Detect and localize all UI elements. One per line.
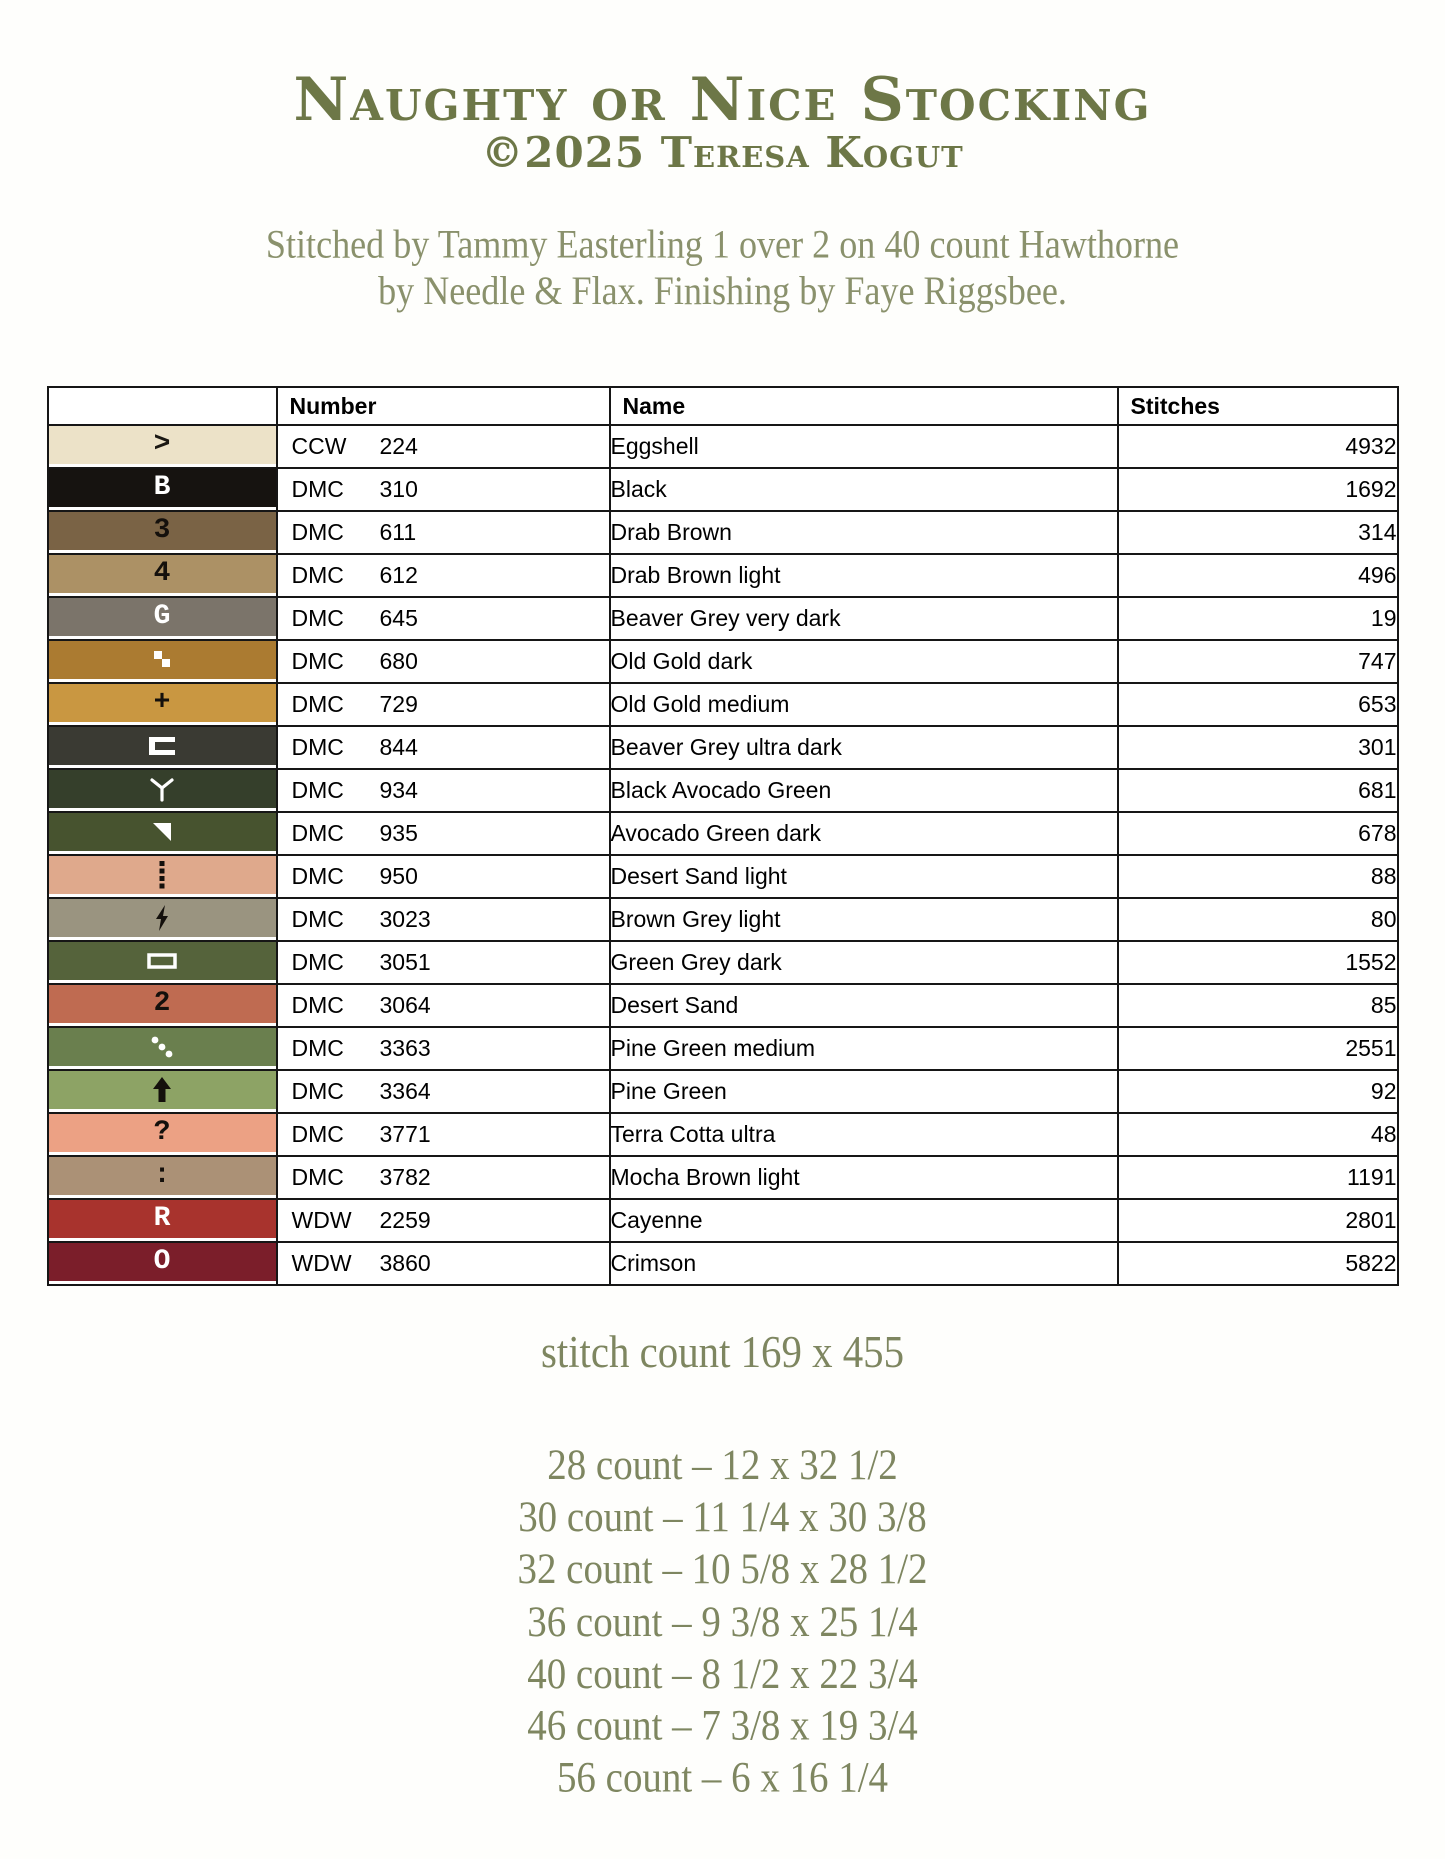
floss-number-cell <box>277 898 610 941</box>
floss-name-cell: Beaver Grey ultra dark <box>610 726 1118 769</box>
open-bracket-icon <box>146 734 178 758</box>
digit-4-icon: 4 <box>153 558 171 590</box>
floss-brand: DMC <box>291 1035 344 1062</box>
stitches-count-cell: 80 <box>1118 898 1398 941</box>
table-row <box>48 769 1398 812</box>
floss-brand: WDW <box>291 1250 352 1277</box>
floss-number-cell <box>277 683 610 726</box>
floss-name-cell: Crimson <box>610 1242 1118 1285</box>
table-row <box>48 554 1398 597</box>
floss-name-cell: Beaver Grey very dark <box>610 597 1118 640</box>
floss-number-cell <box>277 425 610 468</box>
color-swatch <box>49 1200 276 1238</box>
stitches-count-cell: 88 <box>1118 855 1398 898</box>
color-swatch-cell <box>48 640 277 683</box>
colon-icon: : <box>153 1160 171 1192</box>
color-swatch-cell <box>48 769 277 812</box>
subtitle-line-2: by Needle & Flax. Finishing by Faye Riggsbee. <box>378 269 1067 314</box>
floss-brand: CCW <box>291 433 347 460</box>
floss-brand: DMC <box>291 992 344 1019</box>
table-header-row <box>48 387 1398 425</box>
header-stitches-column: Stitches <box>1118 387 1398 425</box>
floss-number-cell <box>277 1113 610 1156</box>
fabric-count-line: 30 count – 11 1/4 x 30 3/8 <box>518 1492 927 1541</box>
floss-number: 3860 <box>379 1250 431 1277</box>
color-swatch-cell <box>48 468 277 511</box>
stitches-count-cell: 92 <box>1118 1070 1398 1113</box>
floss-brand: DMC <box>291 863 344 890</box>
floss-number-cell <box>277 640 610 683</box>
floss-brand: DMC <box>291 648 344 675</box>
floss-brand: DMC <box>291 562 344 589</box>
color-swatch-cell <box>48 941 277 984</box>
floss-number-cell <box>277 1070 610 1113</box>
color-swatch <box>49 1028 276 1066</box>
table-row <box>48 1070 1398 1113</box>
floss-number-cell <box>277 1242 610 1285</box>
floss-number: 934 <box>379 777 418 804</box>
fabric-count-line: 56 count – 6 x 16 1/4 <box>556 1752 889 1802</box>
fabric-counts-list <box>36 1439 1409 1804</box>
floss-name-cell: Old Gold dark <box>610 640 1118 683</box>
color-swatch-cell <box>48 1113 277 1156</box>
color-swatch-cell <box>48 425 277 468</box>
floss-number: 3051 <box>379 949 431 976</box>
floss-number-cell <box>277 984 610 1027</box>
color-swatch-cell <box>48 812 277 855</box>
stitches-count-cell: 2801 <box>1118 1199 1398 1242</box>
floss-brand: DMC <box>291 906 344 933</box>
rect-outline-icon <box>146 950 178 972</box>
color-swatch <box>49 555 276 593</box>
triangle-upper-right-icon <box>150 820 174 844</box>
floss-number: 950 <box>379 863 418 890</box>
stitches-count-cell: 4932 <box>1118 425 1398 468</box>
letter-g-icon: G <box>153 601 171 633</box>
table-row <box>48 984 1398 1027</box>
color-swatch <box>49 985 276 1023</box>
page-title: Naughty or Nice Stocking <box>293 65 1152 135</box>
color-swatch <box>49 1157 276 1195</box>
floss-number-cell <box>277 511 610 554</box>
subtitle-line-1: Stitched by Tammy Easterling 1 over 2 on 40 count Hawthorne <box>265 222 1180 268</box>
stitches-count-cell: 314 <box>1118 511 1398 554</box>
floss-number: 729 <box>379 691 418 718</box>
color-swatch-cell <box>48 597 277 640</box>
fabric-count-line: 40 count – 8 1/2 x 22 3/4 <box>527 1648 918 1698</box>
floss-name-cell: Mocha Brown light <box>610 1156 1118 1199</box>
floss-name-cell: Drab Brown light <box>610 554 1118 597</box>
stitches-count-cell: 747 <box>1118 640 1398 683</box>
floss-number-cell <box>277 812 610 855</box>
color-swatch <box>49 899 276 937</box>
floss-name-cell: Eggshell <box>610 425 1118 468</box>
floss-name-cell: Terra Cotta ultra <box>610 1113 1118 1156</box>
stitches-count-cell: 1692 <box>1118 468 1398 511</box>
floss-number: 680 <box>379 648 418 675</box>
floss-name-cell: Cayenne <box>610 1199 1118 1242</box>
floss-name-cell: Black Avocado Green <box>610 769 1118 812</box>
floss-brand: DMC <box>291 691 344 718</box>
stitches-count-cell: 48 <box>1118 1113 1398 1156</box>
table-row <box>48 425 1398 468</box>
letter-o-icon: O <box>153 1246 171 1278</box>
color-swatch-cell <box>48 726 277 769</box>
stair-squares-icon <box>150 648 174 672</box>
color-swatch <box>49 1071 276 1109</box>
table-row <box>48 511 1398 554</box>
stitches-count-cell: 5822 <box>1118 1242 1398 1285</box>
floss-number: 612 <box>379 562 418 589</box>
vertical-dots-icon <box>157 860 167 890</box>
floss-brand: DMC <box>291 949 344 976</box>
floss-number-cell <box>277 554 610 597</box>
floss-number: 3363 <box>379 1035 431 1062</box>
stitches-count-cell: 301 <box>1118 726 1398 769</box>
tri-star-icon <box>148 775 176 803</box>
floss-brand: DMC <box>291 1121 344 1148</box>
color-swatch <box>49 684 276 722</box>
floss-brand: DMC <box>291 777 344 804</box>
greater-than-icon: > <box>153 429 171 461</box>
lightning-icon <box>151 904 173 932</box>
header-name-column: Name <box>610 387 1118 425</box>
table-row <box>48 468 1398 511</box>
up-arrow-icon <box>149 1076 175 1104</box>
floss-name-cell: Green Grey dark <box>610 941 1118 984</box>
color-swatch <box>49 1114 276 1152</box>
floss-name-cell: Desert Sand <box>610 984 1118 1027</box>
color-swatch-cell <box>48 984 277 1027</box>
floss-number: 310 <box>379 476 418 503</box>
floss-number-cell <box>277 468 610 511</box>
stitches-count-cell: 653 <box>1118 683 1398 726</box>
table-row <box>48 683 1398 726</box>
color-swatch <box>49 1243 276 1281</box>
floss-number: 844 <box>379 734 418 761</box>
color-swatch-cell <box>48 554 277 597</box>
floss-number: 3782 <box>379 1164 431 1191</box>
floss-name-cell: Pine Green <box>610 1070 1118 1113</box>
color-swatch-cell <box>48 1156 277 1199</box>
floss-number-cell <box>277 941 610 984</box>
color-swatch <box>49 942 276 980</box>
table-row <box>48 1242 1398 1285</box>
color-swatch-cell <box>48 898 277 941</box>
floss-number: 224 <box>379 433 418 460</box>
color-swatch-cell <box>48 1242 277 1285</box>
plus-icon: + <box>153 687 171 719</box>
table-row <box>48 597 1398 640</box>
floss-name-cell: Avocado Green dark <box>610 812 1118 855</box>
color-swatch-cell <box>48 1199 277 1242</box>
floss-number-cell <box>277 1199 610 1242</box>
floss-brand: WDW <box>291 1207 352 1234</box>
floss-brand: DMC <box>291 734 344 761</box>
color-swatch-cell <box>48 683 277 726</box>
subtitle <box>36 222 1409 315</box>
floss-brand: DMC <box>291 476 344 503</box>
floss-number: 3064 <box>379 992 431 1019</box>
floss-number-cell <box>277 1156 610 1199</box>
fabric-count-line: 28 count – 12 x 32 1/2 <box>547 1440 898 1489</box>
floss-name-cell: Pine Green medium <box>610 1027 1118 1070</box>
floss-name-cell: Drab Brown <box>610 511 1118 554</box>
floss-name-cell: Black <box>610 468 1118 511</box>
floss-brand: DMC <box>291 820 344 847</box>
color-swatch <box>49 512 276 550</box>
color-swatch <box>49 813 276 851</box>
color-swatch <box>49 770 276 808</box>
floss-name-cell: Old Gold medium <box>610 683 1118 726</box>
color-swatch-cell <box>48 855 277 898</box>
fabric-count-line: 32 count – 10 5/8 x 28 1/2 <box>517 1544 928 1594</box>
color-swatch <box>49 469 276 507</box>
floss-number-cell <box>277 597 610 640</box>
table-row <box>48 898 1398 941</box>
header-number-column: Number <box>277 387 610 425</box>
stitches-count-cell: 678 <box>1118 812 1398 855</box>
table-row <box>48 941 1398 984</box>
floss-number-cell <box>277 726 610 769</box>
fabric-count-line: 36 count – 9 3/8 x 25 1/4 <box>527 1596 918 1646</box>
stitch-count: stitch count 169 x 455 <box>540 1327 905 1378</box>
table-row <box>48 1156 1398 1199</box>
color-swatch-cell <box>48 1070 277 1113</box>
table-row <box>48 1027 1398 1070</box>
floss-number: 645 <box>379 605 418 632</box>
diagonal-dots-icon <box>148 1033 176 1061</box>
digit-3-icon: 3 <box>153 515 171 547</box>
fabric-count-line: 46 count – 7 3/8 x 19 3/4 <box>527 1700 918 1750</box>
floss-brand: DMC <box>291 605 344 632</box>
stitches-count-cell: 19 <box>1118 597 1398 640</box>
stitches-count-cell: 1191 <box>1118 1156 1398 1199</box>
floss-number: 3364 <box>379 1078 431 1105</box>
floss-number: 611 <box>379 519 417 546</box>
floss-number-cell <box>277 855 610 898</box>
color-swatch <box>49 856 276 894</box>
table-row <box>48 726 1398 769</box>
stitches-count-cell: 1552 <box>1118 941 1398 984</box>
floss-number: 2259 <box>379 1207 431 1234</box>
floss-brand: DMC <box>291 1164 344 1191</box>
floss-brand: DMC <box>291 519 344 546</box>
color-swatch-cell <box>48 511 277 554</box>
stitches-count-cell: 2551 <box>1118 1027 1398 1070</box>
letter-b-icon: B <box>153 472 171 504</box>
stitches-count-cell: 496 <box>1118 554 1398 597</box>
color-swatch <box>49 727 276 765</box>
table-row <box>48 1199 1398 1242</box>
floss-number: 935 <box>379 820 418 847</box>
table-row <box>48 855 1398 898</box>
floss-number-cell <box>277 769 610 812</box>
floss-name-cell: Desert Sand light <box>610 855 1118 898</box>
table-row <box>48 640 1398 683</box>
table-row <box>48 812 1398 855</box>
floss-number-cell <box>277 1027 610 1070</box>
header-symbol-column <box>48 387 277 425</box>
digit-2-icon: 2 <box>153 988 171 1020</box>
color-swatch <box>49 641 276 679</box>
floss-brand: DMC <box>291 1078 344 1105</box>
question-mark-icon: ? <box>153 1117 171 1149</box>
stitches-count-cell: 85 <box>1118 984 1398 1027</box>
color-swatch-cell <box>48 1027 277 1070</box>
floss-number: 3023 <box>379 906 431 933</box>
color-swatch <box>49 426 276 464</box>
table-row <box>48 1113 1398 1156</box>
floss-name-cell: Brown Grey light <box>610 898 1118 941</box>
floss-number: 3771 <box>379 1121 431 1148</box>
stitches-count-cell: 681 <box>1118 769 1398 812</box>
copyright-line: ©2025 Teresa Kogut <box>481 128 964 177</box>
color-swatch <box>49 598 276 636</box>
letter-r-icon: R <box>153 1203 171 1235</box>
floss-key-table <box>47 386 1399 1286</box>
